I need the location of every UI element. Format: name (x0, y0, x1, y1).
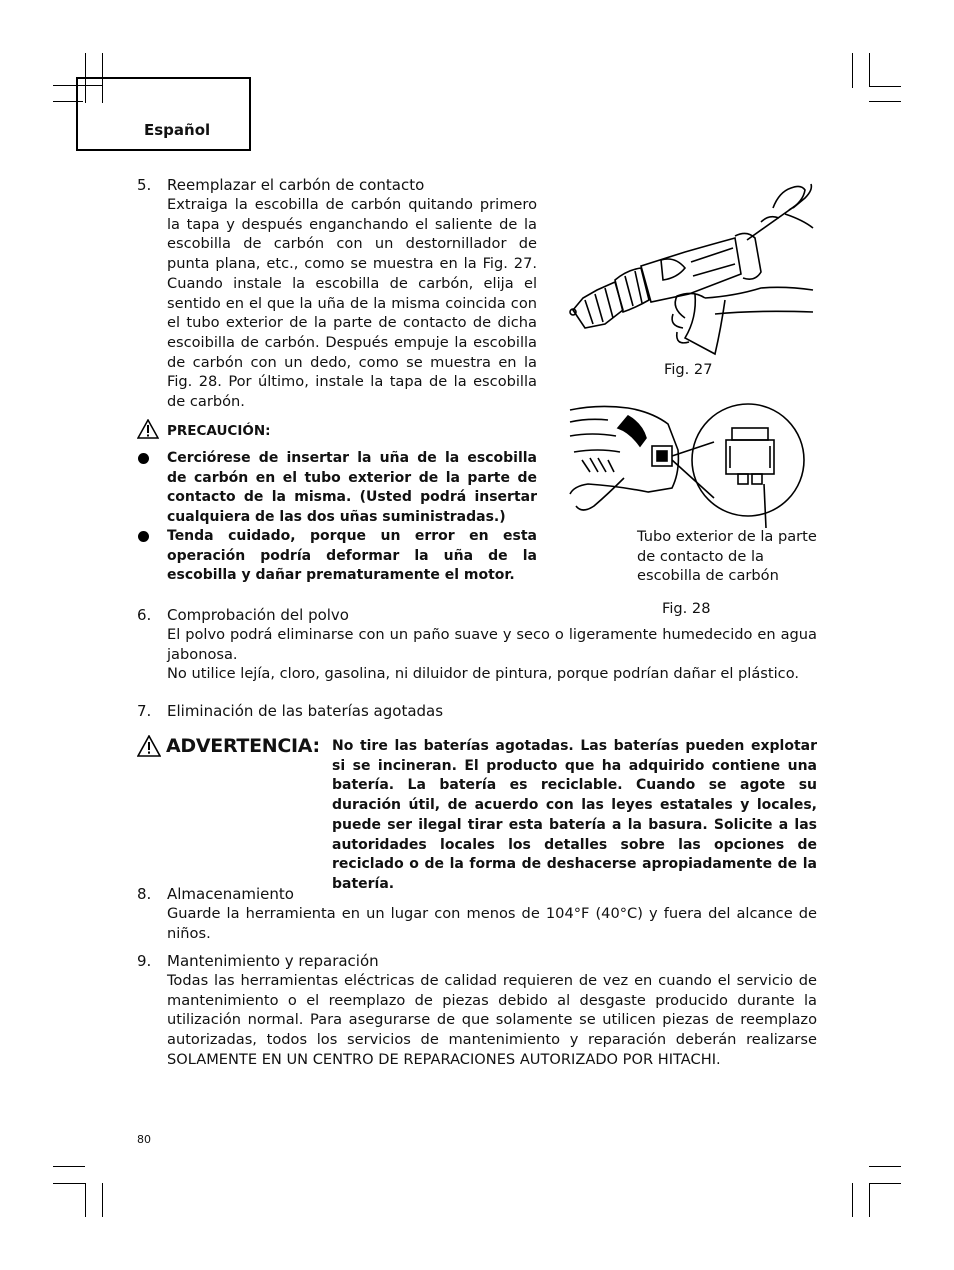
section-5-body: Extraiga la escobilla de carbón quitando primero la tapa y después enganchando el saliente de la escobilla de carbón con un destornillador de punta plana, etc., como se muestra en la Fig. 27. Cuando instale la escobilla de carbón, elija el sentido en el que la uña de la misma coincida con el tubo exterior de la parte de contacto de dicha escoibilla de carbón. Después empuje la escobilla de carbón con un dedo, como se muestra en la Fig. 28. Por último, instale la tapa de la escobilla de carbón. (167, 196, 537, 411)
language-label: Español (144, 121, 211, 139)
section-6-title: Comprobación del polvo (167, 606, 349, 624)
section-8-title: Almacenamiento (167, 885, 294, 903)
fig28-brush-illustration (568, 402, 806, 530)
section-8-body: Guarde la herramienta en un lugar con menos de 104°F (40°C) y fuera del alcance de niños. (167, 905, 817, 942)
fig27-drill-illustration (565, 178, 815, 358)
section-6-number: 6. (137, 606, 152, 624)
fig28-caption: Fig. 28 (662, 600, 711, 617)
warning-triangle-icon (137, 735, 161, 757)
bullet-dot (138, 453, 149, 464)
section-5-title: Reemplazar el carbón de contacto (167, 176, 425, 194)
section-7-title: Eliminación de las baterías agotadas (167, 702, 444, 720)
section-5-number: 5. (137, 176, 152, 194)
caution-triangle-icon (137, 419, 159, 439)
bullet-dot (138, 531, 149, 542)
warning-label: ADVERTENCIA: (166, 735, 320, 757)
fig27-caption: Fig. 27 (664, 361, 713, 378)
section-7-number: 7. (137, 702, 152, 720)
section-6-body-1: El polvo podrá eliminarse con un paño suave y seco o ligeramente humedecido en agua jabonosa. (167, 626, 817, 663)
section-9-body: Todas las herramientas eléctricas de calidad requieren de vez en cuando el servicio de mantenimiento o el reemplazo de piezas debido al desgaste producido durante la utilización normal. Para asegurarse de que solamente se utilicen piezas de reemplazo autorizadas, todos los servicios de mantenimiento y reparación deberán realizarse SOLAMENTE EN UN CENTRO DE REPARACIONES AUTORIZADO POR HITACHI. (167, 972, 817, 1068)
language-tab (76, 77, 251, 151)
caution-bullet-2: Tenda cuidado, porque un error en esta operación podría deformar la uña de la escobilla y dañar prematuramente el motor. (167, 528, 537, 584)
page-number: 80 (137, 1133, 151, 1146)
section-6-body-2: No utilice lejía, cloro, gasolina, ni diluidor de pintura, porque podrían dañar el plástico. (167, 665, 800, 682)
caution-bullet-1: Cerciórese de insertar la uña de la escobilla de carbón en el tubo exterior de la parte de contacto de la misma. (Usted podrá insertar cualquiera de las dos uñas suministradas.) (167, 450, 537, 526)
fig28-callout: Tubo exterior de la parte de contacto de la escobilla de carbón (637, 528, 817, 585)
caution-label: PRECAUCIÓN: (167, 423, 271, 439)
section-9-title: Mantenimiento y reparación (167, 952, 379, 970)
warning-text: No tire las baterías agotadas. Las baterías pueden explotar si se incineran. El producto que ha adquirido contiene una batería. La batería es reciclable. Cuando se agote su duración útil, de acuerdo con las leyes estatales y locales, puede ser ilegal tirar esta batería a la basura. Solicite a las autoridades locales los detalles sobre las opciones de reciclado o de la forma de deshacerse apropiadamente de la batería. (332, 738, 817, 892)
section-8-number: 8. (137, 885, 152, 903)
section-9-number: 9. (137, 952, 152, 970)
